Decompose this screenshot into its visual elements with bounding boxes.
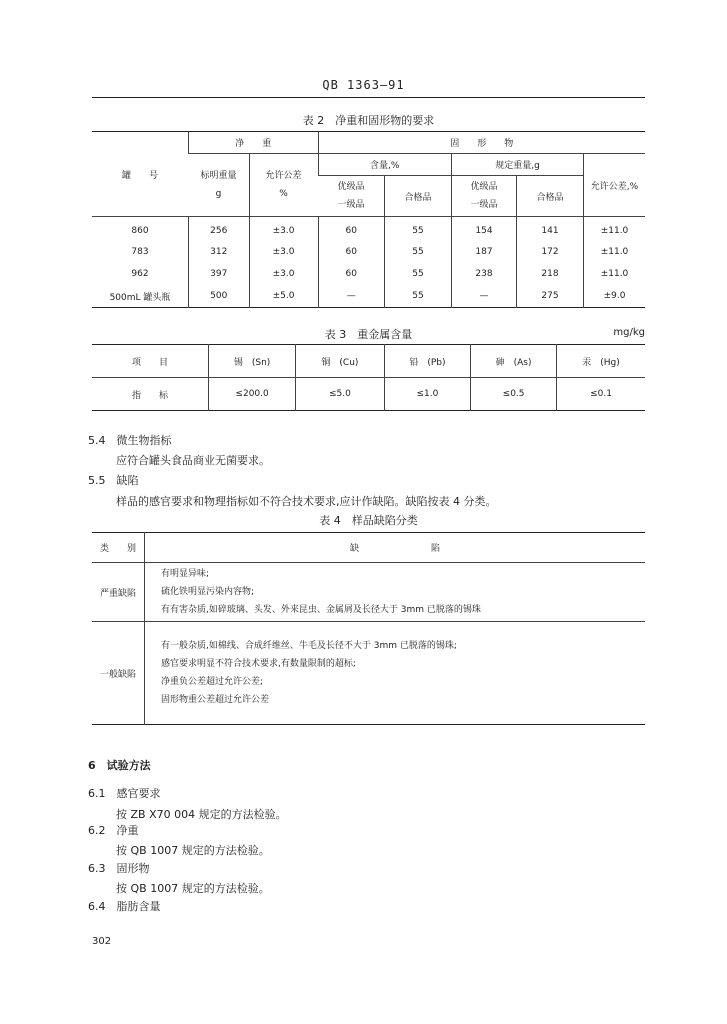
defect-item: 有有害杂质,如碎玻璃、头发、外来昆虫、金属屑及长径大于 3mm 已脱落的锡珠 bbox=[161, 605, 481, 615]
standard-number-header: QB 1363—91 bbox=[322, 78, 405, 92]
table4-defect-classification bbox=[92, 532, 645, 725]
section-6-2-heading: 6.2 净重 bbox=[88, 824, 139, 837]
cell: 项 目 bbox=[92, 345, 209, 378]
col-content: 含量,% bbox=[318, 154, 452, 176]
category-general: 一般缺陷 bbox=[92, 622, 145, 725]
section-6-3-text: 按 QB 1007 规定的方法检验。 bbox=[116, 882, 270, 895]
section-5-4-text: 应符合罐头食品商业无菌要求。 bbox=[116, 454, 270, 467]
cell: 锡 (Sn) bbox=[209, 345, 296, 378]
cell: 60 bbox=[318, 263, 385, 285]
cell: 962 bbox=[131, 269, 149, 279]
table-row bbox=[92, 217, 645, 242]
section-5-4-heading: 5.4 微生物指标 bbox=[88, 434, 172, 447]
table3-unit: mg/kg bbox=[613, 327, 645, 338]
section-6-heading: 6 试验方法 bbox=[88, 759, 151, 772]
col-specified-weight: 规定重量,g bbox=[452, 154, 584, 176]
table-row bbox=[92, 285, 645, 308]
section-6-2-text: 按 QB 1007 规定的方法检验。 bbox=[116, 844, 270, 857]
col-defect: 缺 陷 bbox=[145, 533, 646, 563]
cell: 238 bbox=[452, 263, 517, 285]
col-superior-content bbox=[318, 176, 385, 217]
table2-caption: 表 2 净重和固形物的要求 bbox=[302, 114, 435, 127]
cell: 275 bbox=[517, 285, 584, 308]
cell: 172 bbox=[517, 241, 584, 263]
section-5-5-text: 样品的感官要求和物理指标如不符合技术要求,应计作缺陷。缺陷按表 4 分类。 bbox=[116, 495, 497, 508]
cell: 256 bbox=[189, 217, 250, 242]
cell: 500mL 罐头瓶 bbox=[109, 292, 171, 303]
cell: 55 bbox=[385, 241, 452, 263]
col-superior-label-b: 优级品 bbox=[470, 182, 498, 192]
table3-heavy-metals bbox=[92, 344, 645, 411]
cell: ±11.0 bbox=[584, 241, 646, 263]
cell: ≤5.0 bbox=[296, 378, 384, 411]
table-row bbox=[92, 241, 645, 263]
cell: 154 bbox=[452, 217, 517, 242]
cell: ±5.0 bbox=[249, 285, 318, 308]
table4-caption: 表 4 样品缺陷分类 bbox=[319, 514, 418, 527]
cell: ±9.0 bbox=[584, 285, 646, 308]
section-6-3-heading: 6.3 固形物 bbox=[88, 862, 150, 875]
cell: 55 bbox=[385, 263, 452, 285]
col-first-grade-label-b: 一级品 bbox=[470, 200, 498, 210]
section-5-5-heading: 5.5 缺陷 bbox=[88, 474, 139, 487]
table-row bbox=[92, 263, 645, 285]
cell: 397 bbox=[189, 263, 250, 285]
cell: ±3.0 bbox=[249, 241, 318, 263]
col-net-weight: 净 重 bbox=[189, 132, 319, 154]
defect-item: 感官要求明显不符合技术要求,有数量限制的超标; bbox=[161, 659, 356, 669]
table3-caption: 表 3 重金属含量 bbox=[324, 328, 413, 341]
defect-item: 硫化铁明显污染内容物; bbox=[161, 587, 255, 597]
defect-item: 净重负公差超过允许公差; bbox=[161, 677, 264, 687]
cell: 218 bbox=[517, 263, 584, 285]
cell: 187 bbox=[452, 241, 517, 263]
col-can-number: 罐 号 bbox=[92, 132, 189, 217]
cell: 60 bbox=[318, 241, 385, 263]
cell: ≤0.1 bbox=[557, 378, 646, 411]
cell: 60 bbox=[318, 217, 385, 242]
cell: ≤200.0 bbox=[209, 378, 296, 411]
col-labeled-weight-unit: g bbox=[215, 189, 222, 199]
cell: — bbox=[318, 285, 385, 308]
col-tolerance-solids: 允许公差,% bbox=[584, 154, 646, 217]
cell: ±3.0 bbox=[249, 263, 318, 285]
col-labeled-weight-label: 标明重量 bbox=[200, 171, 237, 181]
table-row bbox=[92, 563, 645, 622]
defect-item: 固形物重公差超过允许公差 bbox=[161, 695, 270, 705]
section-6-4-heading: 6.4 脂肪含量 bbox=[88, 900, 161, 913]
col-superior-label: 优级品 bbox=[337, 182, 365, 192]
cell: 砷 (As) bbox=[471, 345, 557, 378]
section-6-1-text: 按 ZB X70 004 规定的方法检验。 bbox=[116, 808, 287, 821]
cell: 汞 (Hg) bbox=[557, 345, 646, 378]
page-number: 302 bbox=[92, 936, 112, 947]
col-superior-weight bbox=[452, 176, 517, 217]
cell: — bbox=[452, 285, 517, 308]
col-tolerance-unit: % bbox=[279, 189, 288, 199]
cell: ±11.0 bbox=[584, 217, 646, 242]
col-qualified-weight: 合格品 bbox=[517, 176, 584, 217]
general-defects bbox=[145, 622, 646, 725]
col-tolerance bbox=[249, 154, 318, 217]
section-6-1-heading: 6.1 感官要求 bbox=[88, 787, 161, 800]
cell: ±3.0 bbox=[249, 217, 318, 242]
col-labeled-weight bbox=[189, 154, 250, 217]
col-tolerance-label: 允许公差 bbox=[265, 171, 302, 181]
category-severe: 严重缺陷 bbox=[92, 563, 145, 622]
cell: ≤0.5 bbox=[471, 378, 557, 411]
cell: 指 标 bbox=[131, 390, 168, 401]
col-category: 类 别 bbox=[92, 533, 145, 563]
severe-defects bbox=[145, 563, 646, 622]
cell: 141 bbox=[517, 217, 584, 242]
cell: 783 bbox=[131, 247, 149, 257]
header-rule bbox=[92, 97, 645, 98]
cell: ≤1.0 bbox=[384, 378, 471, 411]
defect-item: 有明显异味; bbox=[161, 569, 210, 579]
table2-net-weight-solids bbox=[92, 131, 645, 308]
cell: ±11.0 bbox=[584, 263, 646, 285]
col-first-grade-label: 一级品 bbox=[337, 200, 365, 210]
table-header-row bbox=[92, 533, 645, 563]
cell: 55 bbox=[385, 285, 452, 308]
cell: 860 bbox=[131, 226, 149, 236]
table-row bbox=[92, 378, 645, 411]
table-header-row bbox=[92, 345, 645, 378]
defect-item: 有一般杂质,如棉线、合成纤维丝、牛毛及长径不大于 3mm 已脱落的锡珠; bbox=[161, 641, 457, 651]
cell: 铅 (Pb) bbox=[384, 345, 471, 378]
cell: 500 bbox=[189, 285, 250, 308]
table-row bbox=[92, 622, 645, 725]
cell: 55 bbox=[385, 217, 452, 242]
cell: 312 bbox=[189, 241, 250, 263]
col-qualified-content: 合格品 bbox=[385, 176, 452, 217]
col-solids: 固 形 物 bbox=[318, 132, 645, 154]
cell: 铜 (Cu) bbox=[296, 345, 384, 378]
